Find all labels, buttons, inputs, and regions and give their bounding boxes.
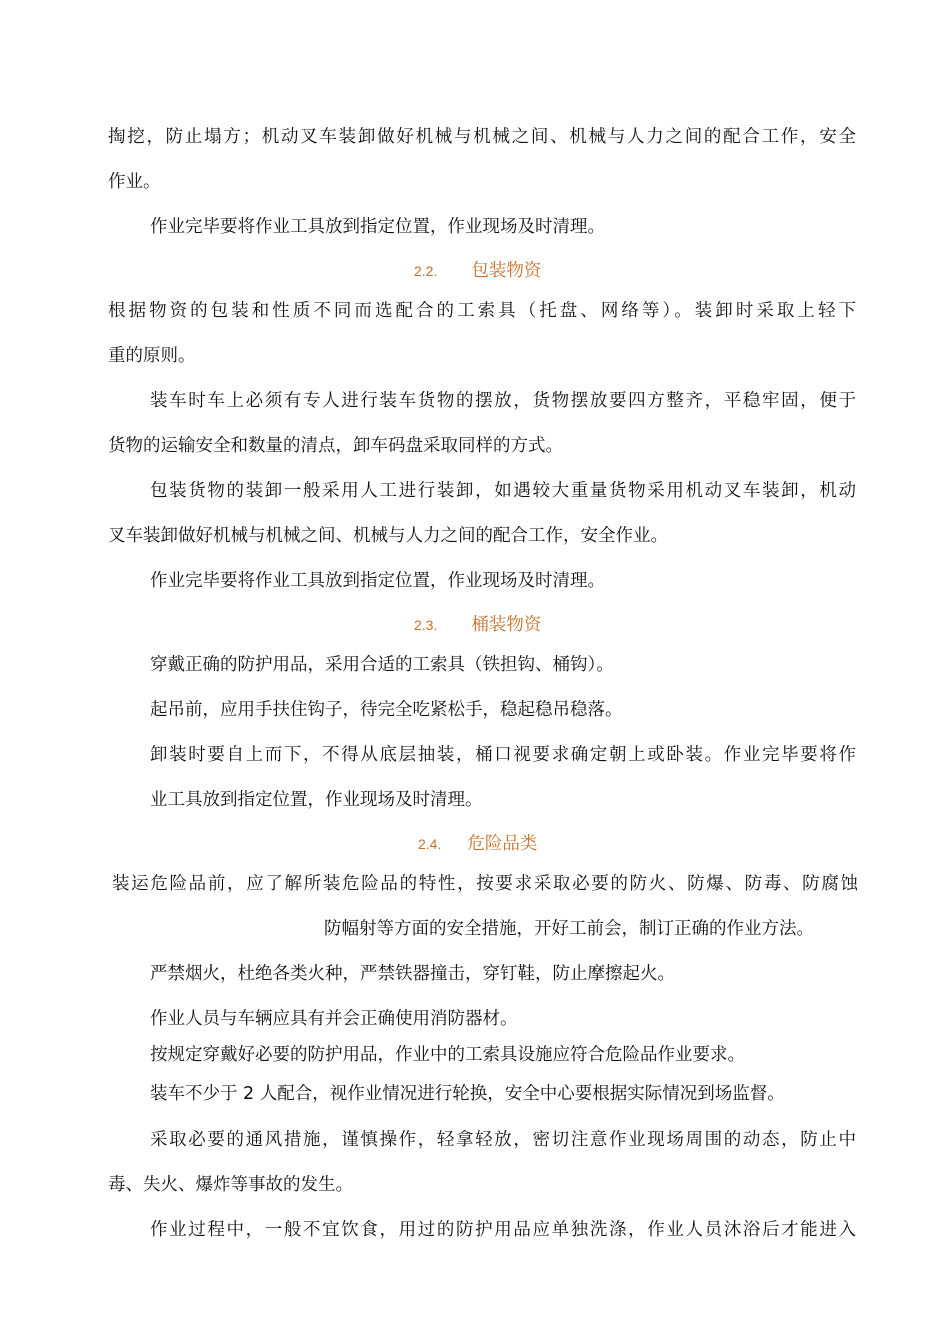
paragraph-line: 装运危险品前，应了解所装危险品的特性，按要求采取必要的防火、防爆、防毒、防腐蚀: [112, 874, 858, 894]
paragraph-line: 采取必要的通风措施，谨慎操作，轻拿轻放，密切注意作业现场周围的动态，防止中: [150, 1130, 856, 1150]
section-number: 2.3.: [414, 617, 438, 633]
paragraph-line: 作业完毕要将作业工具放到指定位置，作业现场及时清理。: [150, 217, 605, 237]
paragraph-line: 作业过程中，一般不宜饮食，用过的防护用品应单独洗涤，作业人员沐浴后才能进入: [150, 1220, 856, 1240]
paragraph-line: 装车时车上必须有专人进行装车货物的摆放，货物摆放要四方整齐，平稳牢固，便于: [150, 391, 856, 411]
section-heading-2-4: [418, 833, 537, 855]
paragraph-line: 根据物资的包装和性质不同而选配合的工索具（托盘、网络等）。装卸时采取上轻下: [108, 301, 856, 321]
section-title: 危险品类: [467, 834, 538, 854]
paragraph-line: 穿戴正确的防护用品，采用合适的工索具（铁担钩、桶钩）。: [150, 655, 614, 675]
paragraph-line: 作业。: [108, 172, 161, 192]
section-title: 桶装物资: [471, 615, 542, 635]
paragraph-line: 掏挖，防止塌方；机动叉车装卸做好机械与机械之间、机械与人力之间的配合工作，安全: [108, 127, 856, 147]
section-heading-2-3: [414, 614, 541, 636]
paragraph-line: 按规定穿戴好必要的防护用品，作业中的工索具设施应符合危险品作业要求。: [150, 1045, 745, 1065]
paragraph-line: 毒、失火、爆炸等事故的发生。: [108, 1175, 353, 1195]
paragraph-line: 叉车装卸做好机械与机械之间、机械与人力之间的配合工作，安全作业。: [108, 526, 668, 546]
paragraph-line: 业工具放到指定位置，作业现场及时清理。: [150, 790, 483, 810]
section-heading-2-2: [414, 260, 541, 282]
paragraph-line: 起吊前，应用手扶住钩子，待完全吃紧松手，稳起稳吊稳落。: [150, 700, 623, 720]
paragraph-line: 作业人员与车辆应具有并会正确使用消防器材。: [150, 1009, 518, 1029]
section-title: 包装物资: [471, 261, 542, 281]
section-number: 2.2.: [414, 263, 438, 279]
section-number: 2.4.: [418, 836, 442, 852]
paragraph-line: 严禁烟火，杜绝各类火种，严禁铁器撞击，穿钉鞋，防止摩擦起火。: [150, 964, 675, 984]
paragraph-line: 作业完毕要将作业工具放到指定位置，作业现场及时清理。: [150, 571, 605, 591]
paragraph-line: 重的原则。: [108, 346, 196, 366]
paragraph-line: 卸装时要自上而下，不得从底层抽装，桶口视要求确定朝上或卧装。作业完毕要将作: [150, 745, 856, 765]
paragraph-line: 货物的运输安全和数量的清点，卸车码盘采取同样的方式。: [108, 436, 563, 456]
paragraph-line: 装车不少于 2 人配合，视作业情况进行轮换，安全中心要根据实际情况到场监督。: [150, 1084, 785, 1104]
paragraph-line: 防幅射等方面的安全措施，开好工前会，制订正确的作业方法。: [324, 919, 814, 939]
paragraph-line: 包装货物的装卸一般采用人工进行装卸，如遇较大重量货物采用机动叉车装卸，机动: [150, 481, 856, 501]
